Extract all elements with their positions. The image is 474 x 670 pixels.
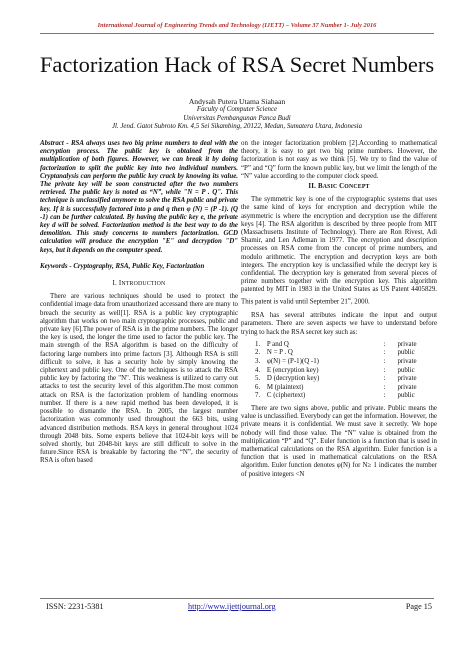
footer-issn: ISSN: 2231-5381 bbox=[46, 602, 104, 611]
header-rule bbox=[40, 33, 434, 34]
journal-header: International Journal of Engineering Trends and Technology (IJETT) – Volume 37 Number 1- July 2016 bbox=[97, 22, 377, 29]
paper-title: Factorization Hack of RSA Secret Numbers bbox=[39, 52, 435, 77]
intro-paragraph-1: There are various techniques should be used to protect the confidential image data from unauthorized accessand there are many to breach the security as well[1]. RSA is a public key cryptographic algorithm that works on two main cryptographic processes, public and private key [6].The power of RSA is in the prime numbers. The longer the key is used, the longer the time used to factor the public key. The main strength of the RSA algorithm is based on the difficulty of factoring large numbers into prime factors [3]. Although RSA is still difficult to solve, it has a security hole by simply knowing the ciphertext and public key. One of the techniques is to attack the RSA public key by factoring the "N". This weakness is utilized to carry out attacks to test the security level of this algorithm.The most common attack on RSA is the factorization problem of handling enormous number. If there is a new rapid method has been developed, it is possible to dismantle the RSA. In 2005, the largest number factorization was commonly used throughout the 663 bits, using advanced distribution methods. RSA keys in general throughout 1024 through 2048 bits. Some experts believe that 1024-bit keys will be solved shortly, but 2048-bit keys are still difficult to solve in the future.Since RSA is breakable by factoring the “N”, the security of RSA is often based bbox=[40, 293, 238, 465]
page-footer bbox=[40, 602, 434, 614]
heading-initial-2: C bbox=[339, 183, 345, 191]
author-block bbox=[0, 97, 474, 132]
heading-rest-2: ONCEPT bbox=[344, 184, 370, 191]
intro-paragraph-2: on the integer factorization problem [2].According to mathematical theory, it is easy to get two big prime numbers. However, the factorization is not easy as we think [5]. We try to find the value of “P” and “Q” form the known public key, but we limit the length of the “N” value according to the computer clock speed. bbox=[241, 140, 437, 180]
keywords-text: - Cryptography, RSA, Public Key, Factorization bbox=[67, 262, 205, 270]
key-attribute-list bbox=[255, 341, 437, 401]
affiliation-faculty: Faculty of Computer Science bbox=[196, 106, 278, 114]
heading-number: I. bbox=[112, 280, 119, 288]
footer-rule bbox=[40, 598, 434, 599]
abstract bbox=[40, 140, 238, 255]
key-row: 5. D (decryption key) : private bbox=[255, 375, 417, 383]
heading-number: II. bbox=[308, 183, 318, 191]
keywords bbox=[40, 263, 238, 271]
keywords-label: Keywords bbox=[40, 262, 68, 270]
journal-link[interactable]: http://www.ijettjournal.org bbox=[188, 602, 276, 611]
key-row: 3. φ(N) = (P-1)(Q -1) : private bbox=[255, 357, 417, 365]
section-heading-basic-concept bbox=[241, 183, 437, 191]
key-row: 2. N = P . Q : public bbox=[255, 349, 415, 357]
heading-initial: I bbox=[118, 280, 122, 288]
left-column bbox=[40, 140, 238, 466]
heading-rest: ASIC bbox=[322, 184, 340, 191]
heading-rest: NTRODUCTION bbox=[121, 281, 166, 288]
affiliation-address: Jl. Jend. Gatot Subroto Km. 4,5 Sei Sikambing, 20122, Medan, Sumatera Utara, Indonesia bbox=[111, 123, 363, 131]
abstract-text: - RSA always uses two big prime numbers to deal with the encryption process. The public key is obtained from the multiplication of both figures. However, we can break it by doing factorization to split the public key into two individual numbers. Cryptanalysis can perform the public key crack by knowing its value. The private key will be soon constructed after the two numbers retrieved. The public key is noted as “N”, while "N = P . Q". This technique is unclassified anymore to solve the RSA public and private key. If it is successfully factored into p and q then φ (N) = (P -1). (Q -1) can be further calculated. By having the public key e, the private key d will be solved. Factorization method is the best way to do the demolition. This study concerns to numbers factorization. GCD calculation will produce the encryption "E" and decryption "D" keys, but it depends on the computer speed. bbox=[40, 140, 238, 254]
basic-paragraph-1 bbox=[241, 196, 437, 306]
affiliation-university: Universitas Pembangunan Panca Budi bbox=[183, 114, 291, 122]
key-row: 4. E (encryption key) : public bbox=[255, 366, 415, 374]
basic-paragraph-1-end: , 2000. bbox=[350, 297, 370, 305]
key-row: 7. C (ciphertext) : public bbox=[255, 392, 415, 400]
abstract-label: Abstract bbox=[40, 140, 64, 147]
key-row: 6. M (plaintext) : private bbox=[255, 383, 417, 391]
basic-paragraph-2: RSA has several attributes indicate the input and output parameters. There are seven aspects we have to understand before trying to hack the RSA secret key such as: bbox=[241, 312, 437, 336]
key-row: 1. P and Q : private bbox=[255, 340, 417, 348]
right-column bbox=[241, 140, 437, 479]
heading-initial: B bbox=[317, 183, 323, 191]
basic-paragraph-1-text: The symmetric key is one of the cryptographic systems that uses the same kind of keys for encryption and decryption while the asymmetric is where the encryption and decryption use the different keys [4]. The RSA algorithm is described by three people from MIT (Massachusetts Institute of Technology). There are Ron Rivest, Adi Shamir, and Len Adleman in 1977. The encryption and description processes on RSA come from the concept of prime numbers, and modulo arithmetic. The encryption and decryption keys are both integers. The encryption key is unclassified while the decrypt key is confidential. The decryption key is generated from several pieces of prime numbers together with the encryption key. This algorithm patented by MIT in 1983 in the United States as US Patent 4405829. This patent is valid until September 21 bbox=[241, 196, 437, 305]
ordinal-suffix: st bbox=[347, 295, 351, 301]
page-number: Page 15 bbox=[405, 602, 432, 611]
section-heading-introduction bbox=[40, 280, 238, 288]
basic-paragraph-3: There are two signs above, public and private. Public means the value is unclassified. Everybody can get the information. However, the private means it is confidential. We must save it secretly. We hope nobody will find those value. The “N” value is obtained from the multiplication “P” and “Q”. Euler function is a function that is used in mathematical calculations on the RSA algorithm. Euler function is a function that is used in mathematical calculations on the RSA algorithm. Euler function denotes φ(N) for N≥ 1 indicates the number of positive integers <N bbox=[241, 404, 437, 478]
author-name: Andysah Putera Utama Siahaan bbox=[188, 97, 286, 106]
